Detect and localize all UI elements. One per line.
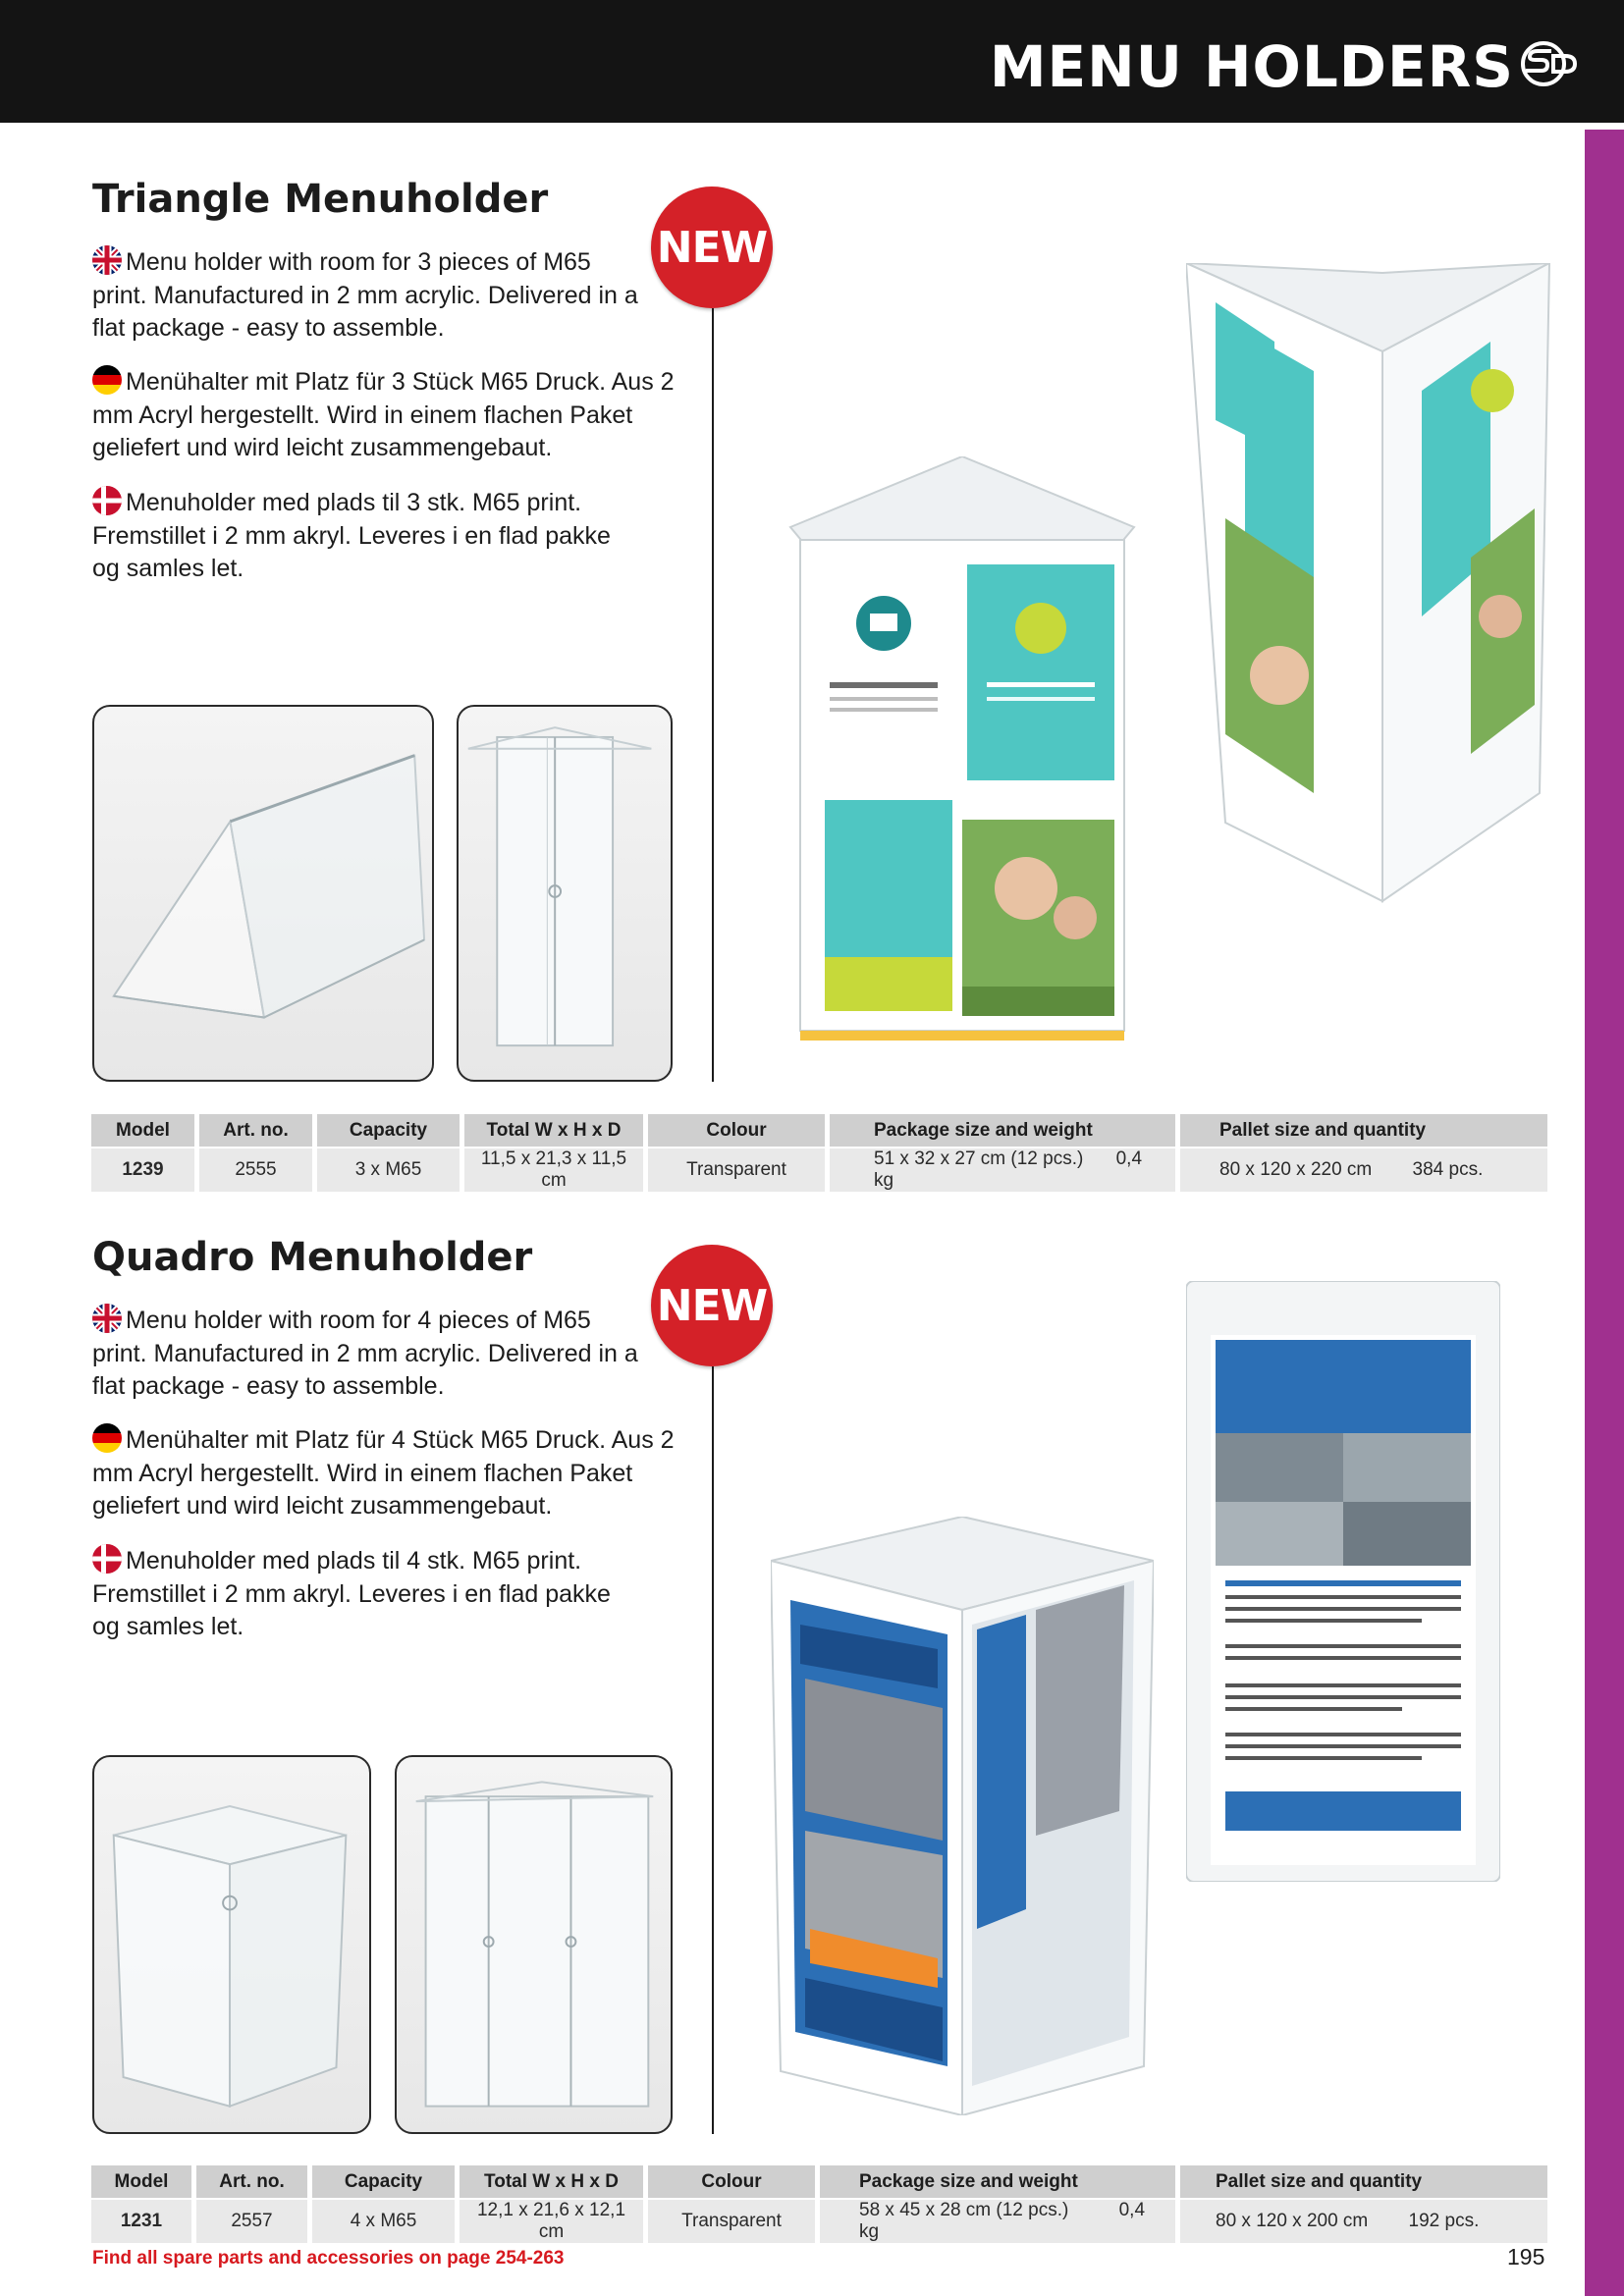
quadro-holder-back-image (1186, 1281, 1500, 1882)
triangle-holder-front-image (785, 456, 1141, 1065)
triangle-text-de-content: Menühalter mit Platz für 3 Stück M65 Druck. Aus 2 mm Acryl hergestellt. Wird in einem flachen Paket geliefert und wird leicht zusammengebaut. (92, 368, 675, 461)
new-badge: NEW (651, 187, 773, 308)
cell-package (830, 1147, 1180, 1192)
page-number: 195 (1507, 2244, 1545, 2269)
quadro-assembled-photo (92, 1755, 371, 2134)
cell-model: 1231 (91, 2198, 196, 2243)
cell-art-no: 2555 (199, 1147, 317, 1192)
table-row (91, 1147, 1547, 1192)
brand-logo (1514, 39, 1587, 88)
col-pallet: Pallet size and quantity (1180, 1114, 1547, 1147)
quadro-text-en (92, 1304, 642, 1404)
cell-colour: Transparent (648, 1147, 830, 1192)
divider-line (712, 1366, 714, 2134)
cell-dimensions: 12,1 x 21,6 x 12,1 cm (460, 2198, 648, 2243)
danish-flag-icon (92, 1544, 122, 1574)
col-pallet: Pallet size and quantity (1180, 2165, 1547, 2198)
quadro-text-de (92, 1423, 681, 1523)
quadro-text-dk (92, 1544, 642, 1644)
cell-package (820, 2198, 1180, 2243)
quadro-section-title: Quadro Menuholder (92, 1235, 533, 1280)
triangle-standing-photo (457, 705, 673, 1082)
triangle-text-en (92, 245, 642, 346)
col-colour: Colour (648, 1114, 830, 1147)
cell-pallet (1180, 2198, 1547, 2243)
cell-dimensions: 11,5 x 21,3 x 11,5 cm (464, 1147, 648, 1192)
danish-flag-icon (92, 486, 122, 515)
quadro-text-en-content: Menu holder with room for 4 pieces of M65 print. Manufactured in 2 mm acrylic. Delivered in a flat package - easy to assemble. (92, 1307, 638, 1400)
triangle-text-de (92, 365, 701, 465)
cell-colour: Transparent (648, 2198, 820, 2243)
col-package: Package size and weight (830, 1114, 1180, 1147)
cell-capacity: 3 x M65 (317, 1147, 464, 1192)
new-badge: NEW (651, 1245, 773, 1366)
table-header-row (91, 1114, 1547, 1147)
pallet-quantity: 192 pcs. (1408, 2211, 1480, 2231)
table-row (91, 2198, 1547, 2243)
pallet-size: 80 x 120 x 220 cm (1219, 1159, 1373, 1180)
col-colour: Colour (648, 2165, 820, 2198)
package-weight: 0,4 kg (859, 2200, 1146, 2242)
quadro-holder-front-image (771, 1517, 1154, 2115)
cell-art-no: 2557 (196, 2198, 312, 2243)
col-capacity: Capacity (317, 1114, 464, 1147)
header-bar (0, 0, 1624, 123)
divider-line (712, 308, 714, 1082)
quadro-text-de-content: Menühalter mit Platz für 4 Stück M65 Druck. Aus 2 mm Acryl hergestellt. Wird in einem flachen Paket geliefert und wird leicht zusammengebaut. (92, 1426, 675, 1520)
package-size: 51 x 32 x 27 cm (12 pcs.) (874, 1148, 1084, 1169)
german-flag-icon (92, 365, 122, 395)
col-package: Package size and weight (820, 2165, 1180, 2198)
triangle-text-dk (92, 486, 642, 586)
uk-flag-icon (92, 1304, 122, 1333)
col-capacity: Capacity (312, 2165, 460, 2198)
col-art-no: Art. no. (199, 1114, 317, 1147)
cell-pallet (1180, 1147, 1547, 1192)
triangle-text-en-content: Menu holder with room for 3 pieces of M65 print. Manufactured in 2 mm acrylic. Delivered in a flat package - easy to assemble. (92, 248, 638, 342)
triangle-flat-photo (92, 705, 434, 1082)
cell-model: 1239 (91, 1147, 199, 1192)
package-size: 58 x 45 x 28 cm (12 pcs.) (859, 2200, 1069, 2220)
table-header-row (91, 2165, 1547, 2198)
quadro-spec-table (91, 2165, 1547, 2243)
german-flag-icon (92, 1423, 122, 1453)
triangle-holder-back-image (1186, 263, 1559, 911)
col-model: Model (91, 1114, 199, 1147)
page-category-title: MENU HOLDERS (989, 33, 1514, 100)
package-weight: 0,4 kg (874, 1148, 1143, 1191)
quadro-flat-photo (395, 1755, 673, 2134)
triangle-spec-table (91, 1114, 1547, 1192)
cell-capacity: 4 x M65 (312, 2198, 460, 2243)
col-dimensions: Total W x H x D (464, 1114, 648, 1147)
triangle-text-dk-content: Menuholder med plads til 3 stk. M65 print. Fremstillet i 2 mm akryl. Leveres i en flad pakke og samles let. (92, 489, 611, 582)
col-model: Model (91, 2165, 196, 2198)
section-color-strip (1585, 130, 1624, 2296)
triangle-section-title: Triangle Menuholder (92, 177, 549, 222)
col-art-no: Art. no. (196, 2165, 312, 2198)
col-dimensions: Total W x H x D (460, 2165, 648, 2198)
quadro-text-dk-content: Menuholder med plads til 4 stk. M65 print. Fremstillet i 2 mm akryl. Leveres i en flad pakke og samles let. (92, 1547, 611, 1640)
uk-flag-icon (92, 245, 122, 275)
spare-parts-link[interactable]: Find all spare parts and accessories on page 254-263 (92, 2248, 565, 2269)
pallet-quantity: 384 pcs. (1412, 1159, 1484, 1180)
pallet-size: 80 x 120 x 200 cm (1216, 2211, 1369, 2231)
